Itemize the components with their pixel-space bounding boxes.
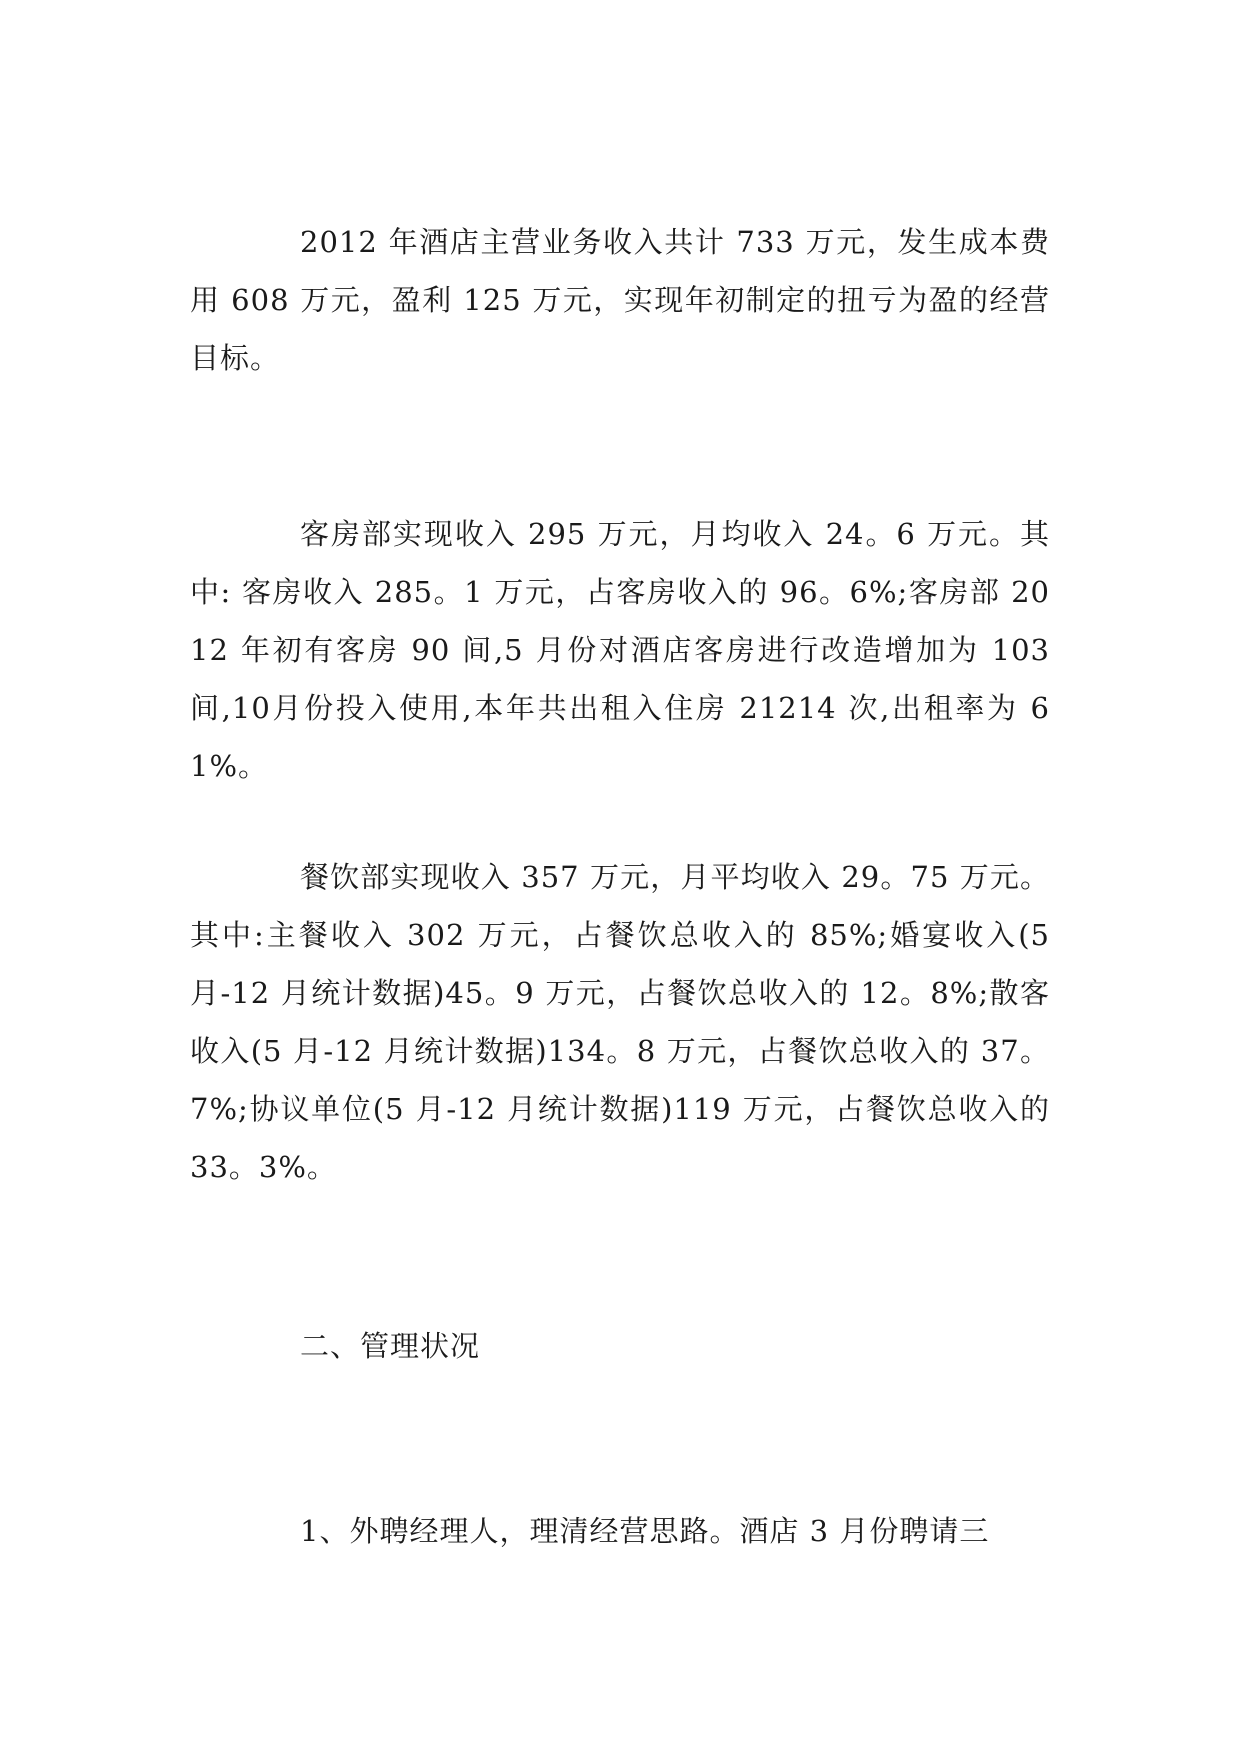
section-heading-management: 二、管理状况: [300, 1329, 481, 1363]
paragraph-rooms-department: 客房部实现收入 295 万元，月均收入 24。6 万元。其中: 客房收入 285。1 万元，占客房收入的 96。6%;客房部 2012 年初有客房 90 间,5 月份对酒店客房进行改造增加为 103 间,10月份投入使用,本年共出租入住房 21214 次,出租率为 61%。: [190, 517, 1050, 783]
paragraph-external-manager: 1、外聘经理人，理清经营思路。酒店 3 月份聘请三: [300, 1514, 990, 1548]
paragraph-food-beverage-department: 餐饮部实现收入 357 万元，月平均收入 29。75 万元。其中:主餐收入 302 万元，占餐饮总收入的 85%;婚宴收入(5 月-12 月统计数据)45。9 万元，占餐饮总收入的 12。8%;散客收入(5 月-12 月统计数据)134。8 万元，占餐饮总收入的 37。7%;协议单位(5 月-12 月统计数据)119 万元，占餐饮总收入的 33。3%。: [190, 860, 1050, 1184]
paragraph-operating-revenue: 2012 年酒店主营业务收入共计 733 万元，发生成本费用 608 万元，盈利 125 万元，实现年初制定的扭亏为盈的经营目标。: [190, 225, 1050, 375]
